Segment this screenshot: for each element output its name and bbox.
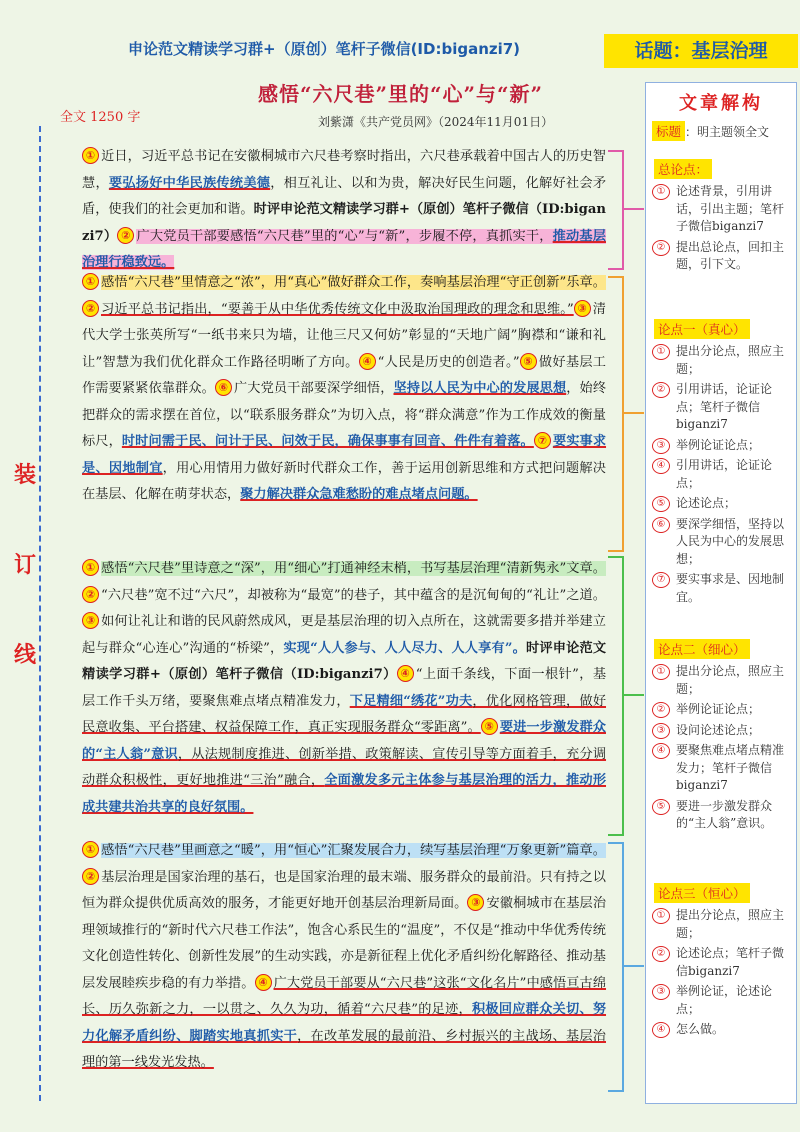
sentence-number: ② [82,586,99,603]
sidebar-section-point-1 [646,319,796,609]
key-phrase: 实现“人人参与、人人尽力、人人享有”。 [283,640,527,656]
list-item: ④ 怎么做。 [652,1021,790,1039]
sentence: 近日，习近平总书记在安徽桐城市六尺巷考察时指出，六尺巷承载着中国古人的历史智慧， [82,149,606,191]
list-item: ⑤ 要进一步激发群众的“主人翁”意识。 [652,798,790,833]
ad-text: 时评申论范文精读学习群+（原创）笔杆子微信（ID:biganzi7） [82,202,607,244]
bracket-point-3 [608,842,624,1092]
sentence: 做好基层工作需要紧紧依靠群众。 [82,354,606,396]
bracket-point-1 [608,276,624,552]
sentence: ，始终把群众的需求摆在首位，以“联系服务群众”为切入点，将“群众满意”作为工作成效的衡量标尺， [82,381,607,449]
sentence: 基层治理是国家治理的基石，也是国家治理的最末端、服务群众的最前沿。只有持之以恒为群众提供优质高效的服务，才能更好地开创基层治理新局面。 [82,869,606,911]
bracket-point-2 [608,556,624,836]
key-phrase: 要弘扬好中华民族传统美德 [108,175,271,191]
sentence: 清代大学士张英所写“一纸书来只为墙，让他三尺又何妨”彰显的“天地广阔”胸襟和“谦和礼让”智慧为我们优化群众工作路径明晰了方向。 [82,301,606,370]
paragraph-point-1 [82,270,606,509]
section-head: 论点三（恒心） [654,883,750,903]
key-phrase: 下足精细“绣花”功夫 [349,693,473,709]
list-item: ② 论述论点；笔杆子微信biganzi7 [652,945,790,980]
list-item: ⑤ 论述论点； [652,495,790,513]
sentence: “六尺巷”宽不过“六尺”，却被称为“最宽”的巷子，其中蕴含的是沉甸甸的“礼让”之道。 [101,587,606,603]
key-phrase: 聚力解决群众急难愁盼的难点堵点问题。 [240,487,478,502]
sentence-number: ② [82,300,99,317]
list-item: ③ 举例论证论点； [652,437,790,455]
list-item: ③ 设问论述论点； [652,722,790,740]
bracket-tail [622,208,644,210]
sidebar-title: 文章解构 [679,93,763,114]
sentence: ，优化网格管理，做好民意收集、平台搭建、权益保障工作，真正实现服务群众“零距离”。 [82,693,607,735]
sentence: ，在改革发展的最前沿、乡村振兴的主战场、基层治理的第一线发光发热。 [82,1028,606,1070]
sentence: “人民是历史的创造者。” [377,354,520,370]
sentence-number: ① [82,559,99,576]
bracket-tail [622,412,644,414]
sentence-number: ③ [574,300,591,317]
sentence-number: ⑤ [481,718,498,735]
paragraph-point-3 [82,838,606,1077]
section-head: 论点一（真心） [654,319,750,339]
binding-label [10,430,40,700]
sentence-number: ④ [397,665,414,682]
list-item: ⑦ 要实事求是、因地制宜。 [652,571,790,606]
sentence-number: ⑥ [215,379,232,396]
sentence-number: ② [117,227,134,244]
sentence: 广大党员干部要深学细悟， [233,381,394,396]
key-phrase: 时时问需于民、问计于民、问效于民，确保事事有回音、件件有着落。 [121,434,534,449]
sidebar-section-point-3 [646,883,796,1042]
article-title: 感悟“六尺巷”里的“心”与“新” [258,82,544,106]
sidebar-title-row [652,121,769,141]
list-item: ① 提出分论点，照应主题； [652,907,790,942]
banner-text: 申论范文精读学习群+（原创）笔杆子微信(ID:biganzi7) [128,40,521,58]
sentence-number: ② [82,868,99,885]
section-head: 论点二（细心） [654,639,750,659]
bracket-intro [608,150,624,270]
sentence: 安徽桐城市在基层治理领域推行的“新时代六尺巷工作法”，饱含心系民生的“温度”，不仅是“推动中华优秀传统文化创造性转化、创新性发展”的生动实践，亦是新征程上优化矛盾纠纷化解路径、推动基层发展睦疾步稳的有力举措。 [82,896,607,991]
list-item: ① 提出分论点，照应主题； [652,343,790,378]
word-count: 全文 1250 字 [60,110,141,125]
list-item: ② 提出总论点，回扣主题，引下文。 [652,239,790,274]
sentence-number: ① [82,841,99,858]
structure-sidebar [645,82,797,1104]
list-item: ④ 要聚焦难点堵点精准发力；笔杆子微信biganzi7 [652,742,790,795]
sub-thesis: 感悟“六尺巷”里诗意之“深”，用“细心”打通神经末梢，书写基层治理“清新隽永”文章。 [101,561,606,576]
list-item: ② 引用讲话，论证论点；笔杆子微信biganzi7 [652,381,790,434]
list-item: ⑥ 要深学细悟，坚持以人民为中心的发展思想； [652,516,790,569]
list-item: ① 提出分论点，照应主题； [652,663,790,698]
key-phrase: 积极回应群众关切、努力化解矛盾纠纷、脚踏实地真抓实干 [82,1002,607,1044]
bracket-tail [622,965,644,967]
sentence: ，相互礼让、以和为贵，解决好民生问题，化解好社会矛盾，使我们的社会更加和谐。 [82,175,607,217]
sidebar-label-text: ：明主题领全文 [685,125,770,139]
sentence-number: ⑤ [520,353,537,370]
sentence: 如何让礼让和谐的民风蔚然成风，更是基层治理的切入点所在，这就需要多措并举建立起与群众“心连心”沟通的“桥梁”， [82,614,606,656]
sentence: 习近平总书记指出，“要善于从中华优秀传统文化中汲取治国理政的理念和思维。” [101,301,574,317]
sentence-number: ① [82,147,99,164]
key-phrase: 要进一步激发群众的“主人翁”意识 [82,720,606,762]
article-byline: 刘紫潇《共产党员网》（2024年11月01日） [318,115,554,129]
sentence: “上面千条线，下面一根针”，基层工作千头万绪，要聚焦难点堵点精准发力， [82,667,607,709]
sentence-number: ③ [82,612,99,629]
sidebar-section-intro [646,159,796,277]
sub-thesis: 感悟“六尺巷”里画意之“暖”，用“恒心”汇聚发展合力，续写基层治理“万象更新”篇章。 [101,843,606,858]
sentence: ，从法规制度推进、创新举措、政策解读、宣传引导等方面着手，充分调动群众积极性，更好地推进“三治”融合， [82,746,607,788]
binding-char: 装 [13,462,36,488]
paragraph-point-2 [82,556,606,821]
ad-text: 时评申论范文精读学习群+（原创）笔杆子微信（ID:biganzi7） [82,640,607,682]
thesis-sentence: 广大党员干部要感悟“六尺巷”里的“心”与“新”，步履不停，真抓实干， [136,228,553,244]
list-item: ② 举例论证论点； [652,701,790,719]
sentence-number: ① [82,273,99,290]
sentence: 广大党员干部要从“六尺巷”这张“文化名片”中感悟亘古绵长、历久弥新之力，一以贯之、久久为功，循着“六尺巷”的足迹， [82,975,607,1017]
sentence-number: ⑦ [534,432,551,449]
sidebar-section-point-2 [646,639,796,836]
list-item: ① 论述背景，引用讲话，引出主题；笔杆子微信biganzi7 [652,183,790,236]
key-phrase: 推动基层治理行稳致远。 [82,228,606,270]
key-phrase: 坚持以人民为中心的发展思想 [393,381,567,396]
section-head: 总论点： [654,159,712,179]
key-phrase: 全面激发多元主体参与基层治理的活力，推动形成共建共治共享的良好氛围。 [82,773,607,815]
topic-badge: 话题：基层治理 [604,34,798,68]
sentence-number: ④ [359,353,376,370]
key-phrase: 要实事求是、因地制宜 [82,434,607,476]
binding-char: 线 [13,642,36,668]
sentence: ，用心用情用力做好新时代群众工作，善于运用创新思维和方式把问题解决在基层、化解在萌芽状态， [82,460,606,502]
bracket-tail [622,694,644,696]
sub-thesis: 感悟“六尺巷”里情意之“浓”，用“真心”做好群众工作，奏响基层治理“守正创新”乐章。 [101,275,606,290]
binding-char: 订 [13,552,36,578]
sentence-number: ③ [467,894,484,911]
paragraph-intro [82,144,606,277]
list-item: ③ 举例论证，论述论点； [652,983,790,1018]
sentence-number: ④ [255,974,272,991]
list-item: ④ 引用讲话，论证论点； [652,457,790,492]
sidebar-label: 标题 [652,121,685,141]
